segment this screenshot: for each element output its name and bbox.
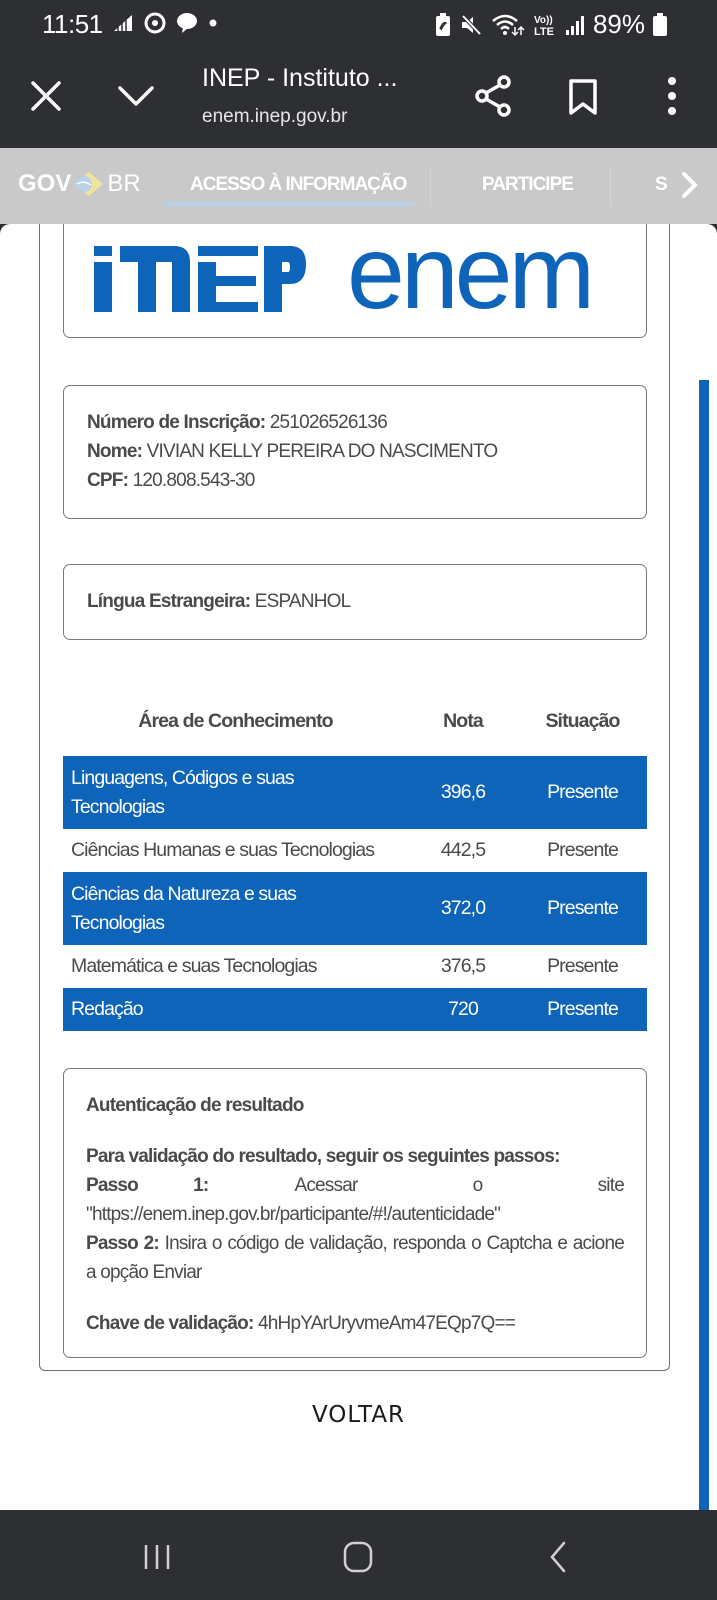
- status-system-icons: [435, 9, 667, 40]
- browser-toolbar: [0, 48, 717, 148]
- row-nota: 396,6: [440, 781, 486, 803]
- more-options-icon[interactable]: [662, 76, 682, 116]
- grades-table-header: [63, 686, 647, 756]
- page-title[interactable]: INEP - Instituto ...: [202, 64, 398, 92]
- battery-icon: [653, 13, 667, 37]
- chat-bubble-icon: [176, 12, 198, 34]
- wifi-icon: [491, 13, 525, 37]
- row-situacao: Presente: [547, 897, 618, 919]
- step-2-text: Insira o código de validação, responda o Captcha e acione a opção Enviar: [86, 1233, 624, 1283]
- recents-icon[interactable]: [143, 1543, 171, 1571]
- language-box: [63, 564, 647, 640]
- table-row: [63, 872, 647, 945]
- table-row: [63, 945, 647, 988]
- participant-info-box: [63, 385, 647, 519]
- header-area: Área de Conhecimento: [138, 709, 333, 732]
- row-area: Ciências Humanas e suas Tecnologias: [71, 839, 375, 861]
- language-value: ESPANHOL: [254, 591, 351, 612]
- nav-divider: [430, 166, 431, 206]
- nav-divider: [610, 166, 611, 206]
- authentication-intro: Para validação do resultado, seguir os seguintes passos:: [86, 1146, 560, 1167]
- table-row: [63, 756, 647, 829]
- row-nota: 720: [448, 998, 478, 1020]
- nav-participe[interactable]: PARTICIPE: [482, 174, 573, 195]
- row-situacao: Presente: [547, 839, 618, 861]
- cell-signal-icon: [565, 14, 585, 36]
- cpf-line: [87, 466, 623, 495]
- authentication-title: Autenticação de resultado: [86, 1095, 304, 1116]
- name-label: Nome:: [87, 441, 143, 462]
- row-area: Redação: [71, 998, 143, 1020]
- enem-logo: enem: [347, 224, 592, 331]
- row-area: Matemática e suas Tecnologias: [71, 955, 317, 977]
- registration-line: [87, 408, 623, 437]
- registration-value: 251026526136: [269, 412, 387, 433]
- step-1-text: Acessar o site "https://enem.inep.gov.br/participante/#!/autenticidade": [86, 1175, 624, 1225]
- authentication-box: [63, 1068, 647, 1358]
- status-time: 11:51: [42, 9, 103, 39]
- page-scrollbar[interactable]: [699, 380, 709, 1510]
- header-nota: Nota: [443, 709, 483, 732]
- step-1: [86, 1171, 624, 1229]
- row-situacao: Presente: [547, 998, 618, 1020]
- home-icon[interactable]: [343, 1540, 373, 1574]
- table-row: [63, 829, 647, 872]
- validation-key-label: Chave de validação:: [86, 1313, 254, 1334]
- validation-key-value: 4hHpYArUryvmeAm47EQp7Q==: [257, 1313, 516, 1334]
- cpf-value: 120.808.543-30: [132, 470, 255, 491]
- chevron-right-icon[interactable]: [680, 170, 700, 200]
- status-notification-icons: [112, 12, 218, 34]
- battery-percent: 89%: [592, 9, 645, 39]
- bookmark-icon[interactable]: [568, 78, 598, 116]
- header-logo-box: [63, 224, 647, 338]
- back-icon[interactable]: [548, 1540, 568, 1574]
- svg-text:Vo)): Vo)): [533, 14, 553, 26]
- gov-br-nav: [0, 148, 717, 224]
- close-icon[interactable]: [28, 78, 64, 114]
- name-line: [87, 437, 623, 466]
- row-nota: 372,0: [440, 897, 486, 919]
- chrome-icon: [144, 12, 166, 34]
- cpf-label: CPF:: [87, 470, 129, 491]
- volte-lte-icon: [533, 13, 557, 37]
- status-bar: [0, 0, 717, 48]
- logo-gov-text: GOV: [18, 170, 72, 197]
- battery-saver-icon: [435, 13, 451, 37]
- svg-text:LTE: LTE: [533, 25, 554, 37]
- step-2-label: Passo 2:: [86, 1233, 159, 1254]
- page-content: [0, 224, 717, 1510]
- registration-label: Número de Inscrição:: [87, 412, 266, 433]
- brazil-flag-icon: [71, 170, 105, 198]
- mute-icon: [459, 13, 483, 37]
- row-nota: 376,5: [440, 955, 486, 977]
- share-icon[interactable]: [474, 74, 514, 118]
- header-situacao: Situação: [545, 709, 620, 732]
- step-1-label: Passo 1:: [86, 1175, 209, 1196]
- notification-dot-icon: [208, 18, 218, 28]
- signal-strength-app-icon: [112, 13, 134, 33]
- row-area: Linguagens, Códigos e suas Tecnologias: [71, 766, 294, 818]
- gov-br-logo[interactable]: [18, 170, 141, 198]
- nav-acesso-informacao[interactable]: ACESSO À INFORMAÇÃO: [190, 174, 407, 195]
- row-situacao: Presente: [547, 781, 618, 803]
- inep-logo: [94, 246, 306, 312]
- table-row: [63, 988, 647, 1031]
- row-area: Ciências da Natureza e suas Tecnologias: [71, 882, 297, 934]
- row-nota: 442,5: [440, 839, 486, 861]
- page-url[interactable]: enem.inep.gov.br: [202, 106, 348, 127]
- step-2: [86, 1229, 624, 1287]
- validation-key: [86, 1309, 624, 1338]
- logo-br-text: BR: [107, 170, 141, 197]
- language-label: Língua Estrangeira:: [87, 591, 251, 612]
- name-value: VIVIAN KELLY PEREIRA DO NASCIMENTO: [146, 441, 498, 462]
- system-navigation-bar: [0, 1510, 717, 1600]
- row-situacao: Presente: [547, 955, 618, 977]
- chevron-down-icon[interactable]: [116, 78, 156, 114]
- grades-table: [63, 686, 647, 1031]
- back-button[interactable]: VOLTAR: [311, 1402, 406, 1428]
- nav-item-truncated[interactable]: S: [655, 174, 667, 195]
